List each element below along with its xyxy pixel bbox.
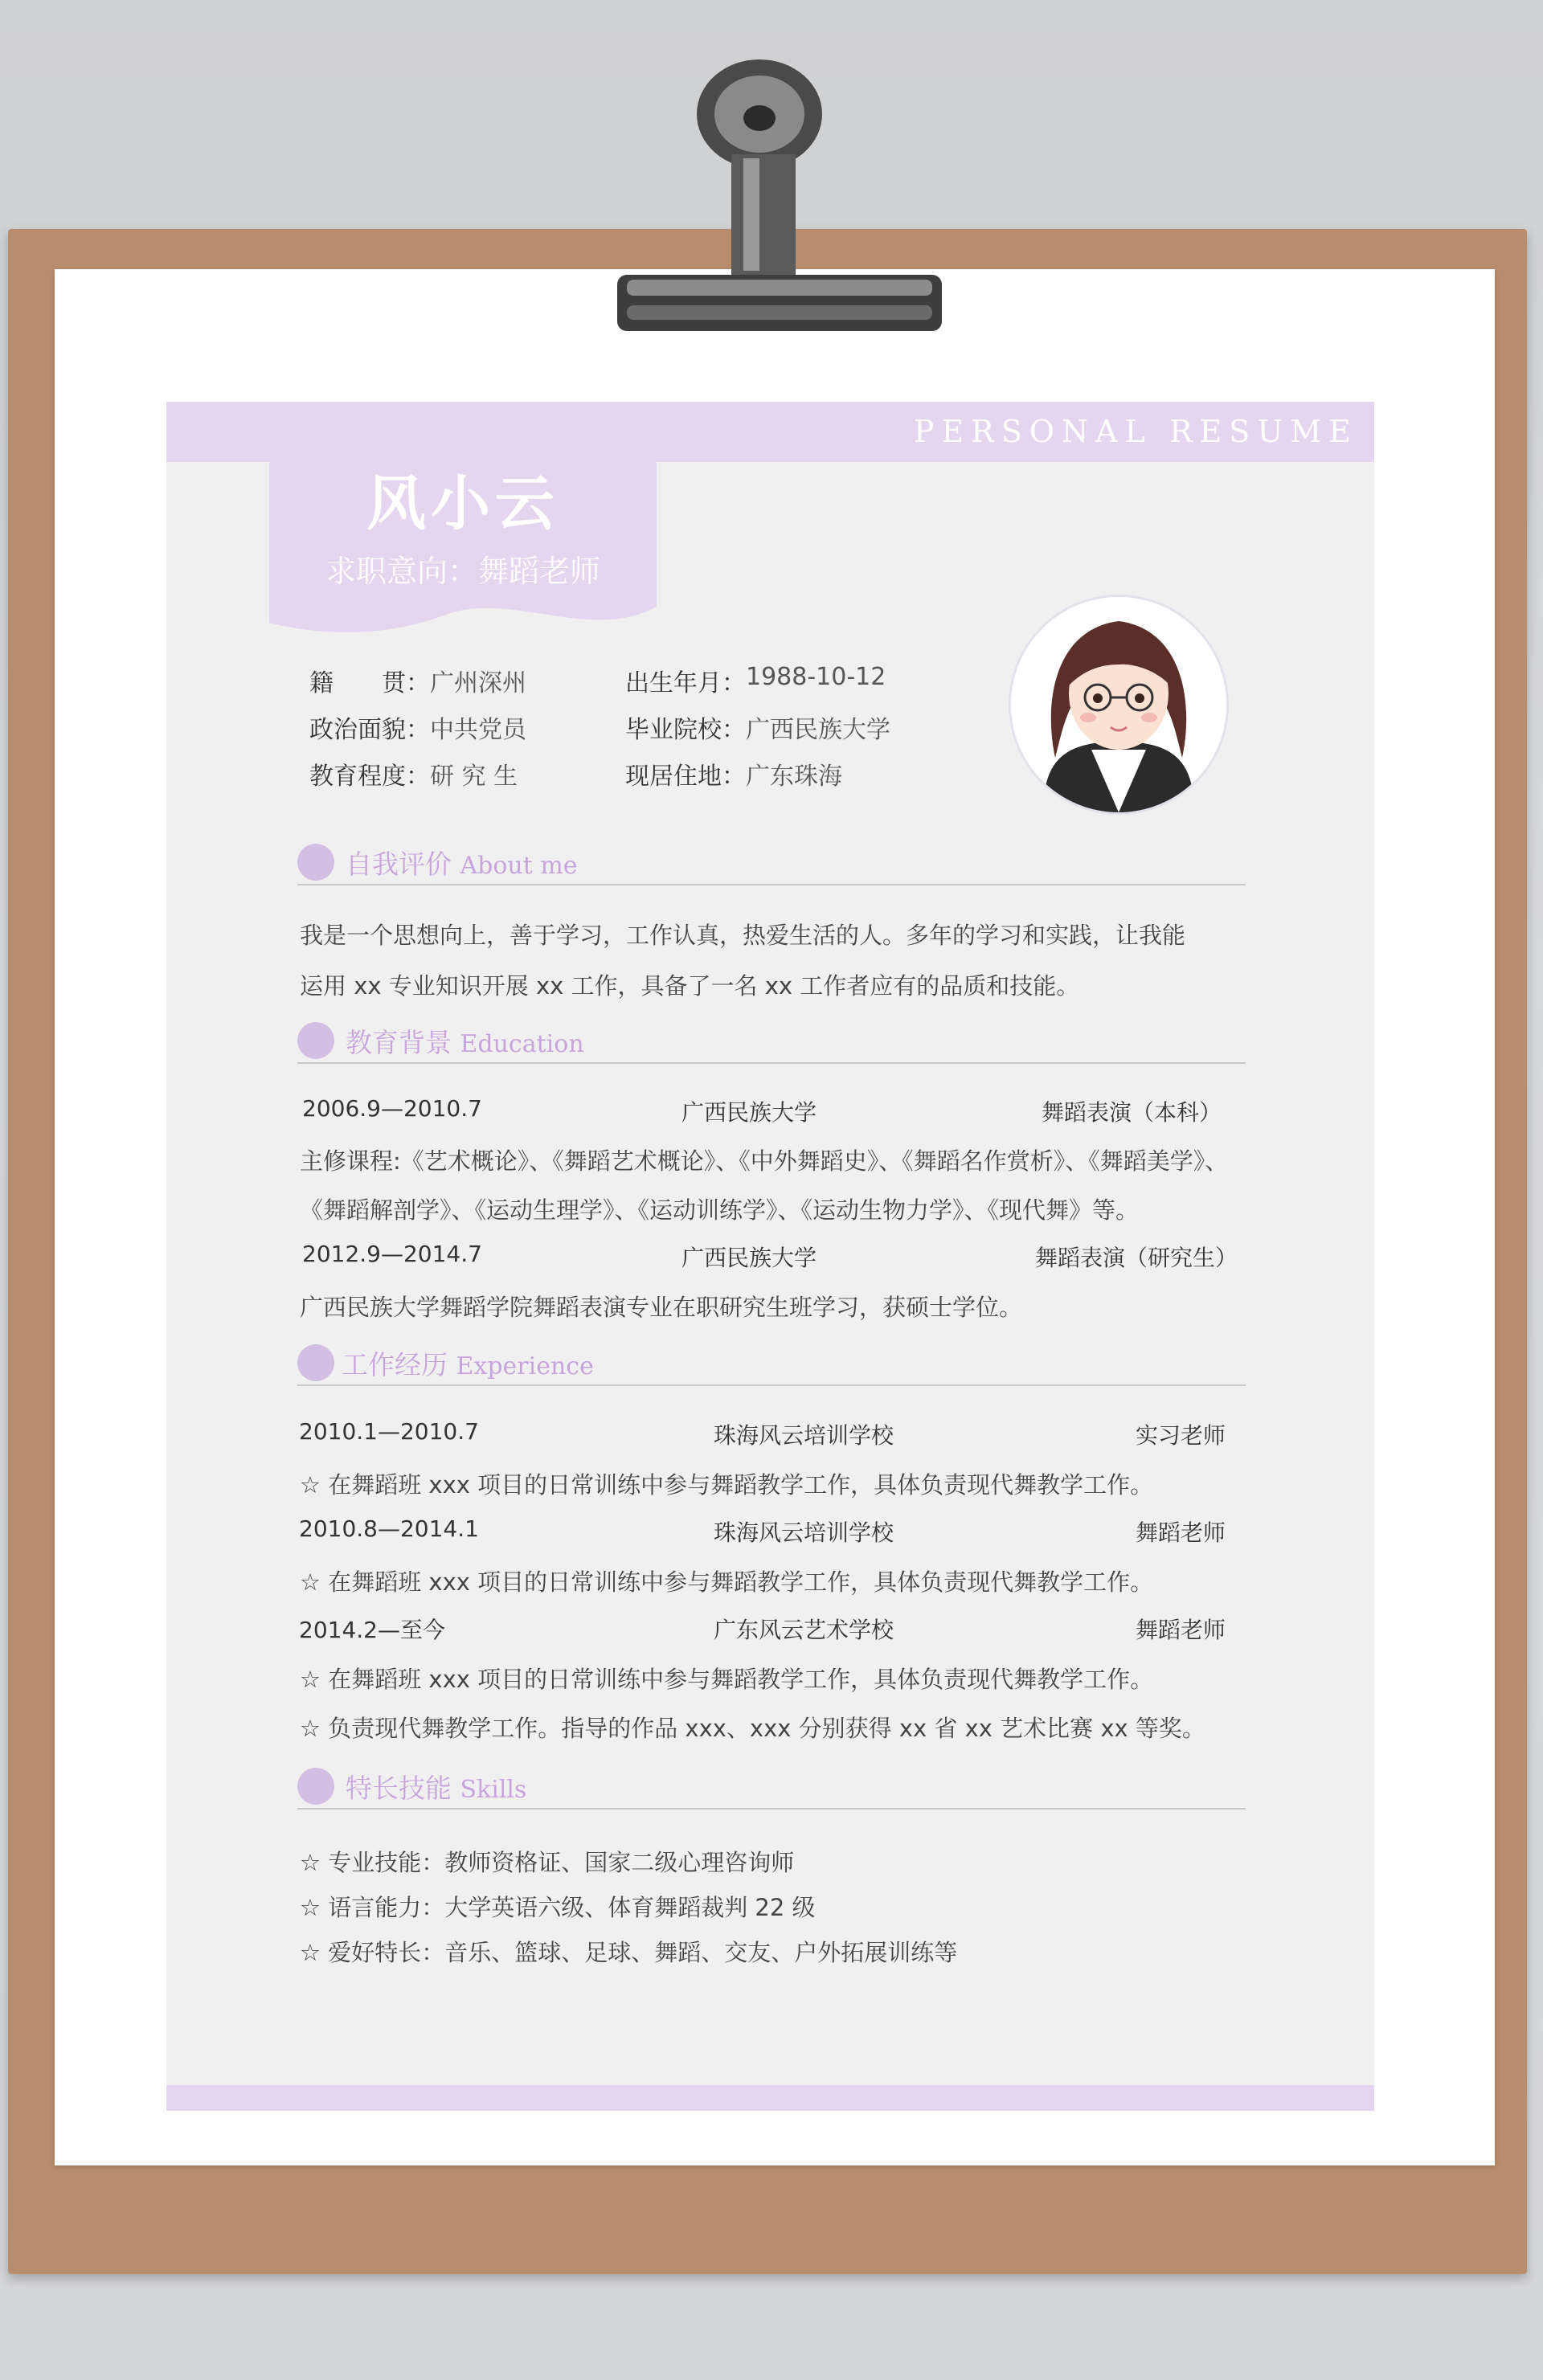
about-title-en: About me — [460, 852, 578, 880]
about-line-2: 运用 xx 专业知识开展 xx 工作，具备了一名 xx 工作者应有的品质和技能。 — [300, 972, 1080, 1000]
experience-title-cn: 工作经历 — [342, 1349, 448, 1380]
edu-1-degree: 舞蹈表演（本科） — [1041, 1099, 1222, 1126]
exp-1-duty: ☆ 在舞蹈班 xxx 项目的日常训练中参与舞蹈教学工作，具体负责现代舞教学工作。 — [300, 1471, 1154, 1499]
edu-1-line-2: 《舞蹈解剖学》、《运动生理学》、《运动训练学》、《运动生物力学》、《现代舞》等。 — [300, 1196, 1140, 1224]
edu-1-date: 2006.9—2010.7 — [302, 1095, 482, 1122]
education-rule — [297, 1062, 1246, 1064]
about-title-cn: 自我评价 — [346, 849, 452, 880]
education-title-cn: 教育背景 — [346, 1027, 452, 1058]
avatar — [1009, 595, 1229, 815]
exp-1-date: 2010.1—2010.7 — [299, 1418, 479, 1445]
exp-2-school: 珠海风云培训学校 — [714, 1519, 894, 1546]
education-title-en: Education — [460, 1030, 584, 1058]
people-icon — [297, 844, 334, 881]
edu-2-date: 2012.9—2014.7 — [302, 1241, 482, 1267]
candidate-name: 风小云 — [366, 469, 559, 538]
edu-1-school: 广西民族大学 — [681, 1099, 817, 1126]
edu-2-line-1: 广西民族大学舞蹈学院舞蹈表演专业在职研究生班学习，获硕士学位。 — [300, 1294, 1023, 1321]
about-line-1: 我是一个思想向上，善于学习，工作认真，热爱生活的人。多年的学习和实践，让我能 — [300, 922, 1186, 949]
exp-1-school: 珠海风云培训学校 — [714, 1422, 894, 1449]
school-label: 毕业院校： — [625, 716, 746, 744]
hometown-value: 广州深州 — [430, 669, 526, 697]
school-value: 广西民族大学 — [746, 716, 890, 744]
education-level-label: 教育程度： — [309, 763, 430, 791]
exp-1-role: 实习老师 — [1135, 1422, 1226, 1449]
job-intention: 求职意向：舞蹈老师 — [325, 554, 600, 589]
skills-title — [346, 1768, 526, 1805]
skills-title-cn: 特长技能 — [346, 1773, 452, 1804]
skill-item-1: ☆ 专业技能：教师资格证、国家二级心理咨询师 — [300, 1849, 795, 1876]
skills-rule — [297, 1808, 1246, 1810]
edu-1-line-1: 主修课程:《艺术概论》、《舞蹈艺术概论》、《中外舞蹈史》、《舞蹈名作赏析》、《舞蹈美学》、 — [300, 1147, 1229, 1175]
experience-rule — [297, 1384, 1246, 1386]
exp-2-role: 舞蹈老师 — [1135, 1519, 1226, 1546]
politics-value: 中共党员 — [430, 716, 526, 744]
skill-item-3: ☆ 爱好特长：音乐、篮球、足球、舞蹈、交友、户外拓展训练等 — [300, 1939, 958, 1966]
binder-clip-icon — [579, 50, 956, 351]
about-title — [346, 844, 578, 881]
skills-title-en: Skills — [460, 1776, 527, 1804]
footer-band — [166, 2085, 1374, 2111]
edu-2-degree: 舞蹈表演（研究生） — [1034, 1245, 1238, 1271]
residence-label: 现居住地： — [625, 763, 746, 791]
hometown-label: 籍 贯： — [309, 669, 430, 697]
education-level-value: 研 究 生 — [430, 763, 518, 791]
exp-3-date: 2014.2—至今 — [299, 1617, 445, 1643]
exp-2-date: 2010.8—2014.1 — [299, 1515, 479, 1542]
skill-item-2: ☆ 语言能力：大学英语六级、体育舞蹈裁判 22 级 — [300, 1894, 816, 1921]
exp-3-role: 舞蹈老师 — [1135, 1617, 1226, 1643]
birth-label: 出生年月： — [625, 669, 746, 697]
exp-3-duty-2: ☆ 负责现代舞教学工作。指导的作品 xxx、xxx 分别获得 xx 省 xx 艺术比赛 xx 等奖。 — [300, 1715, 1205, 1742]
exp-2-duty: ☆ 在舞蹈班 xxx 项目的日常训练中参与舞蹈教学工作，具体负责现代舞教学工作。 — [300, 1568, 1154, 1596]
team-icon — [297, 1344, 334, 1381]
edu-2-school: 广西民族大学 — [681, 1245, 817, 1271]
exp-3-school: 广东风云艺术学校 — [714, 1617, 894, 1643]
residence-value: 广东珠海 — [746, 763, 842, 791]
band-label: PERSONAL RESUME — [913, 414, 1358, 449]
experience-title-en: Experience — [456, 1352, 594, 1380]
politics-label: 政治面貌： — [309, 716, 430, 744]
feather-icon — [297, 1768, 334, 1805]
about-rule — [297, 884, 1246, 885]
exp-3-duty: ☆ 在舞蹈班 xxx 项目的日常训练中参与舞蹈教学工作，具体负责现代舞教学工作。 — [300, 1666, 1154, 1693]
experience-title — [342, 1344, 594, 1382]
graduation-cap-icon — [297, 1022, 334, 1059]
birth-value: 1988-10-12 — [746, 663, 886, 691]
education-title — [346, 1022, 584, 1060]
